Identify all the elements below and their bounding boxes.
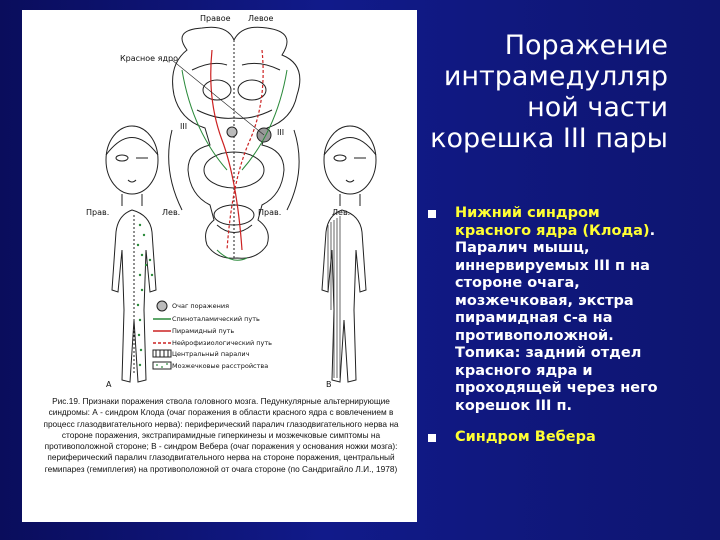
brainstem-diagram	[169, 27, 300, 260]
label-nerve-a: III	[180, 122, 188, 131]
legend-item: Центральный паралич	[172, 350, 250, 358]
slide-title: Поражение интрамедулляр ной части корешка III пары	[430, 30, 668, 154]
bullet-item	[425, 429, 675, 447]
bullet-square-icon	[428, 210, 436, 218]
bullet-text	[455, 429, 675, 447]
pathways	[172, 50, 287, 260]
label-right-side: Правое	[200, 14, 231, 23]
legend-item: Пирамидный путь	[172, 327, 235, 335]
head-a	[106, 126, 158, 206]
figure-caption: Рис.19. Признаки поражения ствола головного мозга. Педункулярные альтернирующие синдромы: А - синдром Клода (очаг поражения в области красного ядра с вовлечением в процесс глазодвигательного нерва): периферический паралич глазодвигательного нерва на стороне поражения, экстрапирамидные гиперкинезы и мозжечковые симптомы на противоположной стороне; В - синдром Вебера (очаг поражения у основания ножки мозга): периферический паралич глазодвигательного нерва на стороне поражения, центральный гемипарез (гемиплегия) на противоположной от очага стороне (по Сандригайло Л.И., 1978)	[43, 396, 399, 474]
head-b	[324, 126, 376, 206]
legend-swatches	[153, 301, 171, 369]
label-letter-b: В	[326, 380, 332, 389]
body-b	[322, 210, 366, 382]
bullet-body: . Паралич мышц, иннервируемых III п на стороне очага, мозжечковая, экстра пирамидная с-а на противоположной. Топика: задний отдел красного ядра и проходящей через него корешок III п.	[455, 222, 658, 414]
label-letter-a: А	[106, 380, 112, 389]
bullet-highlight: Нижний синдром красного ядра (Клода)	[455, 205, 650, 239]
brainstem-illustration	[22, 10, 417, 395]
label-b-right: Прав.	[258, 208, 282, 217]
label-b-left: Лев.	[332, 208, 351, 217]
bullet-square-icon	[428, 434, 436, 442]
legend-item: Очаг поражения	[172, 302, 229, 310]
label-red-nucleus: Красное ядро	[120, 54, 178, 63]
bullet-list	[425, 205, 675, 461]
label-left-side: Левое	[248, 14, 274, 23]
lesion-focus	[227, 127, 271, 142]
bullet-highlight: Синдром Вебера	[455, 429, 596, 445]
label-nerve-b: III	[277, 128, 285, 137]
bullet-item	[425, 205, 675, 415]
legend-item: Мозжечковые расстройства	[172, 362, 269, 370]
label-a-left: Лев.	[162, 208, 181, 217]
label-a-right: Прав.	[86, 208, 110, 217]
figure-panel	[22, 10, 417, 522]
bullet-text	[455, 205, 675, 415]
body-a	[112, 210, 156, 382]
legend-item: Нейрофизиологический путь	[172, 339, 272, 347]
legend-item: Спиноталамический путь	[172, 315, 260, 323]
